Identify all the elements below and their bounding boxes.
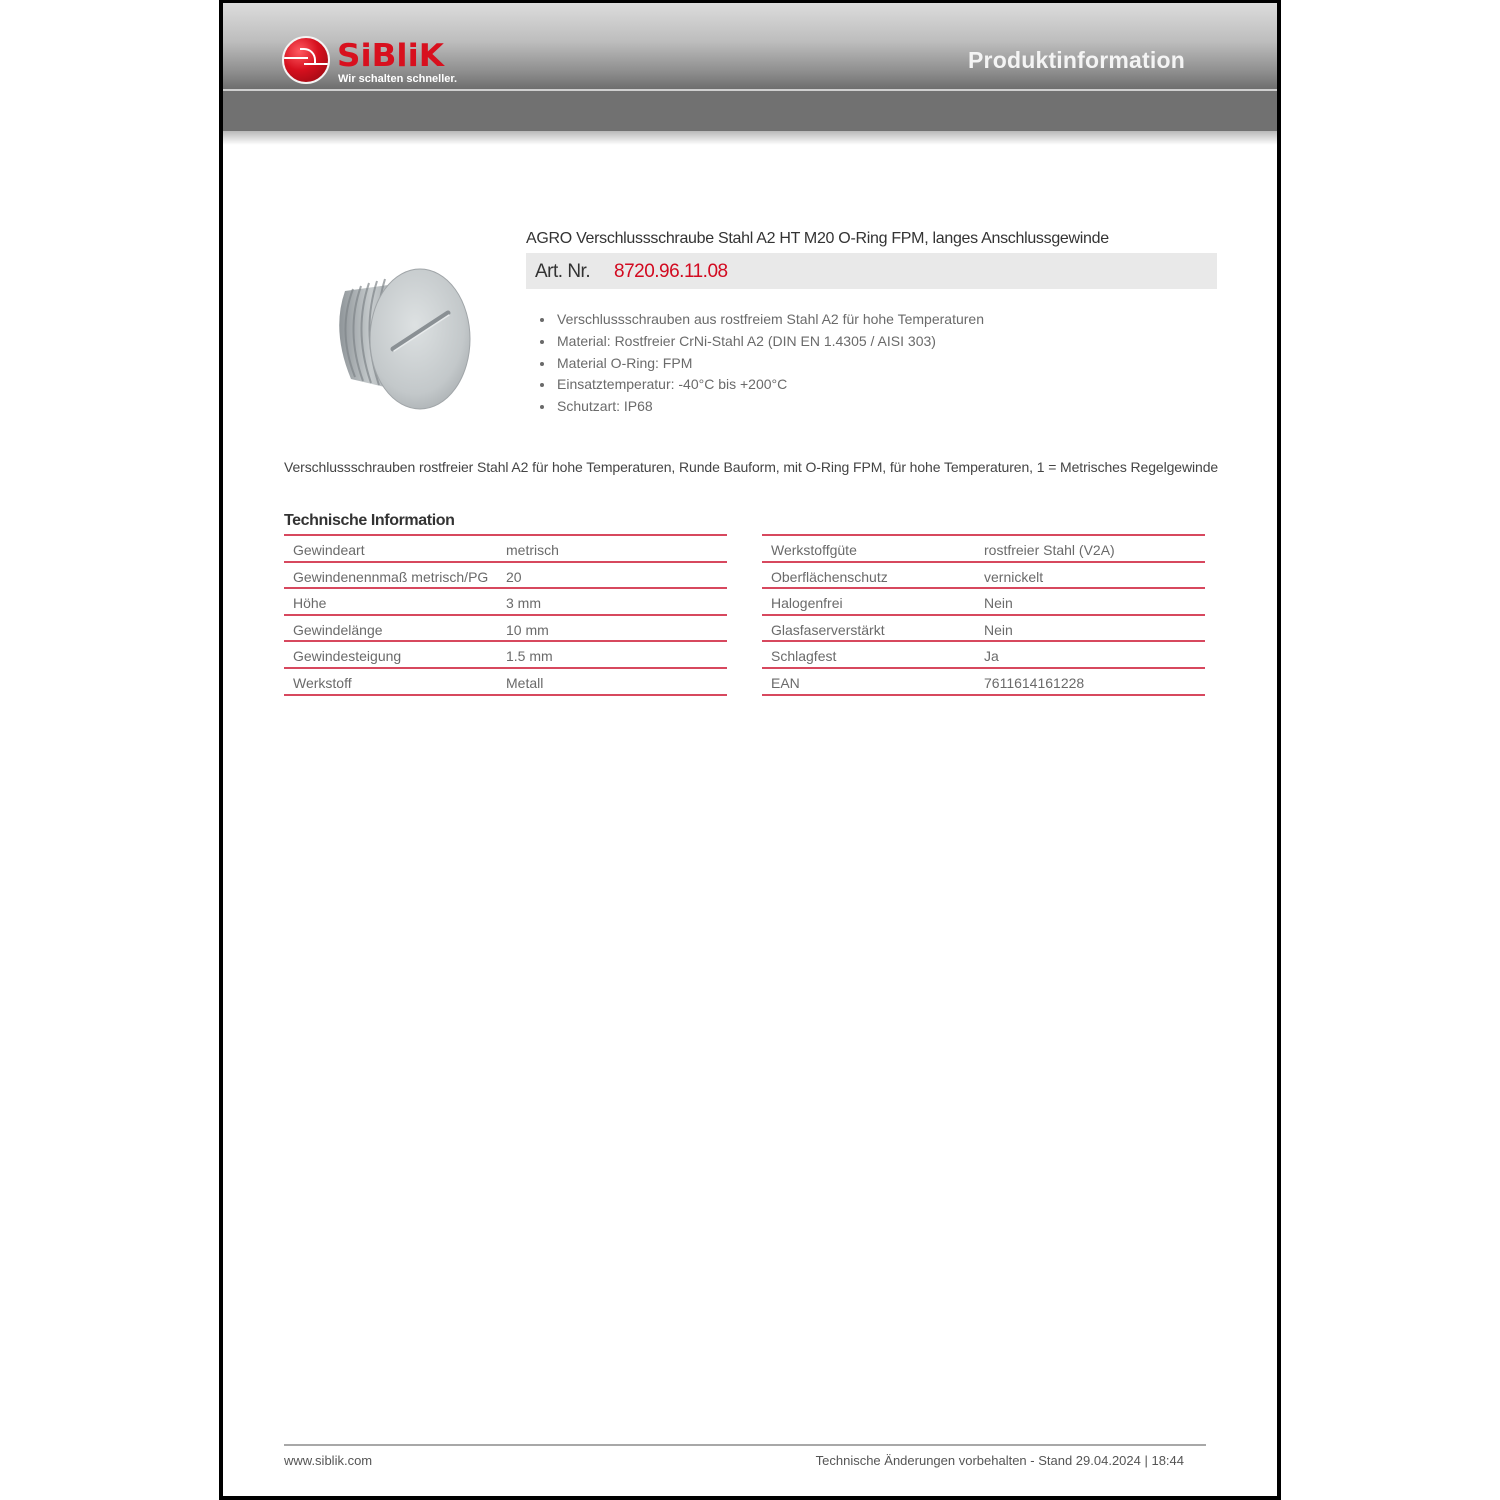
table-row	[762, 642, 1205, 669]
spec-label: Gewindeart	[293, 542, 365, 558]
table-row	[284, 616, 727, 643]
table-row	[284, 563, 727, 590]
spec-value: vernickelt	[984, 568, 1044, 585]
technical-table-left	[284, 534, 727, 696]
technical-info-heading: Technische Information	[284, 512, 455, 529]
header-band	[223, 91, 1277, 131]
article-number-bar	[526, 253, 1217, 289]
table-row	[284, 642, 727, 669]
spec-value: 20	[506, 568, 522, 585]
table-row	[762, 669, 1205, 696]
spec-value: Metall	[506, 674, 544, 691]
spec-value: 10 mm	[506, 621, 549, 638]
header-shadow	[223, 131, 1277, 145]
table-row	[284, 589, 727, 616]
spec-label: EAN	[771, 674, 800, 691]
product-info-sheet	[219, 0, 1281, 1500]
footer-note: Technische Änderungen vorbehalten - Stand 29.04.2024 | 18:44	[815, 1453, 1184, 1468]
spec-label: Glasfaserverstärkt	[771, 621, 885, 638]
footer-website-link[interactable]: www.siblik.com	[284, 1453, 373, 1468]
article-number-value: 8720.96.11.08	[614, 261, 728, 282]
table-row	[762, 563, 1205, 590]
table-row	[284, 669, 727, 696]
screw-plug-image	[323, 261, 473, 416]
article-number-label: Art. Nr.	[535, 261, 591, 282]
footer-divider	[284, 1444, 1206, 1446]
spec-value: rostfreier Stahl (V2A)	[984, 542, 1115, 558]
siblik-logo-icon	[282, 36, 330, 84]
feature-list	[539, 309, 984, 418]
technical-table-right	[762, 534, 1205, 696]
feature-item: Verschlussschrauben aus rostfreiem Stahl A2 für hohe Temperaturen	[539, 309, 984, 331]
spec-label: Gewindesteigung	[293, 648, 402, 665]
product-title: AGRO Verschlussschraube Stahl A2 HT M20 O-Ring FPM, langes Anschlussgewinde	[526, 230, 1109, 247]
spec-label: Oberflächenschutz	[771, 568, 888, 585]
spec-label: Halogenfrei	[771, 595, 843, 612]
spec-label: Werkstoffgüte	[771, 542, 857, 558]
page-title: Produktinformation	[968, 47, 1185, 73]
spec-value: 1.5 mm	[506, 648, 553, 665]
spec-value: Ja	[984, 648, 999, 665]
feature-item: Schutzart: IP68	[539, 396, 984, 418]
spec-value: Nein	[984, 595, 1013, 612]
feature-item: Material O-Ring: FPM	[539, 353, 984, 375]
spec-label: Höhe	[293, 595, 327, 612]
spec-value: 3 mm	[506, 595, 541, 612]
feature-item: Material: Rostfreier CrNi-Stahl A2 (DIN EN 1.4305 / AISI 303)	[539, 331, 984, 353]
spec-label: Werkstoff	[293, 674, 352, 691]
spec-label: Gewindelänge	[293, 621, 383, 638]
siblik-logo	[282, 36, 472, 86]
table-row	[762, 616, 1205, 643]
feature-item: Einsatztemperatur: -40°C bis +200°C	[539, 374, 984, 396]
spec-label: Schlagfest	[771, 648, 837, 665]
table-row	[762, 589, 1205, 616]
spec-value: 7611614161228	[984, 674, 1085, 691]
product-description: Verschlussschrauben rostfreier Stahl A2 für hohe Temperaturen, Runde Bauform, mit O-Ring FPM, für hohe Temperaturen, 1 = Metrisches Regelgewinde	[284, 459, 1219, 475]
spec-value: metrisch	[506, 542, 559, 558]
brand-name: SiBliK	[337, 38, 444, 74]
table-row	[762, 536, 1205, 563]
brand-tagline: Wir schalten schneller.	[338, 73, 458, 85]
table-row	[284, 536, 727, 563]
spec-label: Gewindenennmaß metrisch/PG	[293, 568, 489, 585]
spec-value: Nein	[984, 621, 1013, 638]
